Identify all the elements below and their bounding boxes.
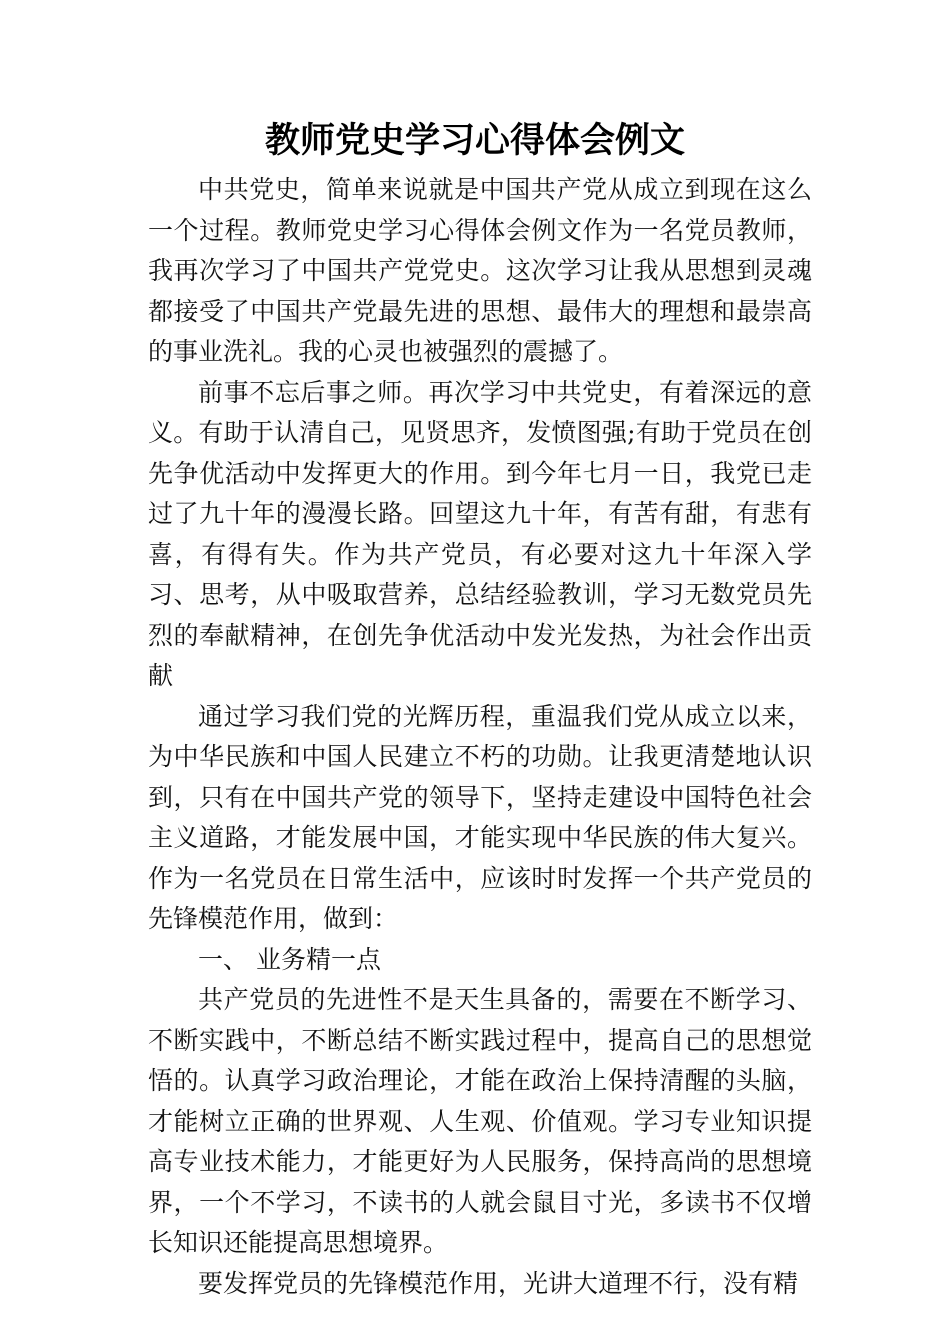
paragraph: 要发挥党员的先锋模范作用，光讲大道理不行，没有精	[198, 1268, 799, 1298]
section-heading: 一、 业务精一点	[198, 944, 381, 974]
document-body	[148, 170, 812, 1304]
paragraph: 通过学习我们党的光辉历程，重温我们党从成立以来，为中华民族和中国人民建立不朽的功勋。让我更清楚地认识到，只有在中国共产党的领导下，坚持走建设中国特色社会主义道路，才能发展中国，才能实现中华民族的伟大复兴。作为一名党员在日常生活中，应该时时发挥一个共产党员的先锋模范作用，做到：	[148, 701, 812, 933]
paragraph: 共产党员的先进性不是天生具备的，需要在不断学习、不断实践中，不断总结不断实践过程中，提高自己的思想觉悟的。认真学习政治理论，才能在政治上保持清醒的头脑，才能树立正确的世界观、人生观、价值观。学习专业知识提高专业技术能力，才能更好为人民服务，保持高尚的思想境界，一个不学习，不读书的人就会鼠目寸光，多读书不仅增长知识还能提高思想境界。	[148, 985, 812, 1257]
paragraph: 前事不忘后事之师。再次学习中共党史，有着深远的意义。有助于认清自己，见贤思齐，发愤图强;有助于党员在创先争优活动中发挥更大的作用。到今年七月一日，我党已走过了九十年的漫漫长路。回望这九十年，有苦有甜，有悲有喜，有得有失。作为共产党员，有必要对这九十年深入学习、思考，从中吸取营养，总结经验教训，学习无数党员先烈的奉献精神，在创先争优活动中发光发热，为社会作出贡献	[148, 377, 812, 690]
paragraph: 中共党史，简单来说就是中国共产党从成立到现在这么一个过程。教师党史学习心得体会例文作为一名党员教师，我再次学习了中国共产党党史。这次学习让我从思想到灵魂都接受了中国共产党最先进的思想、最伟大的理想和最崇高的事业洗礼。我的心灵也被强烈的震撼了。	[148, 175, 812, 366]
document-title: 教师党史学习心得体会例文	[264, 121, 685, 161]
